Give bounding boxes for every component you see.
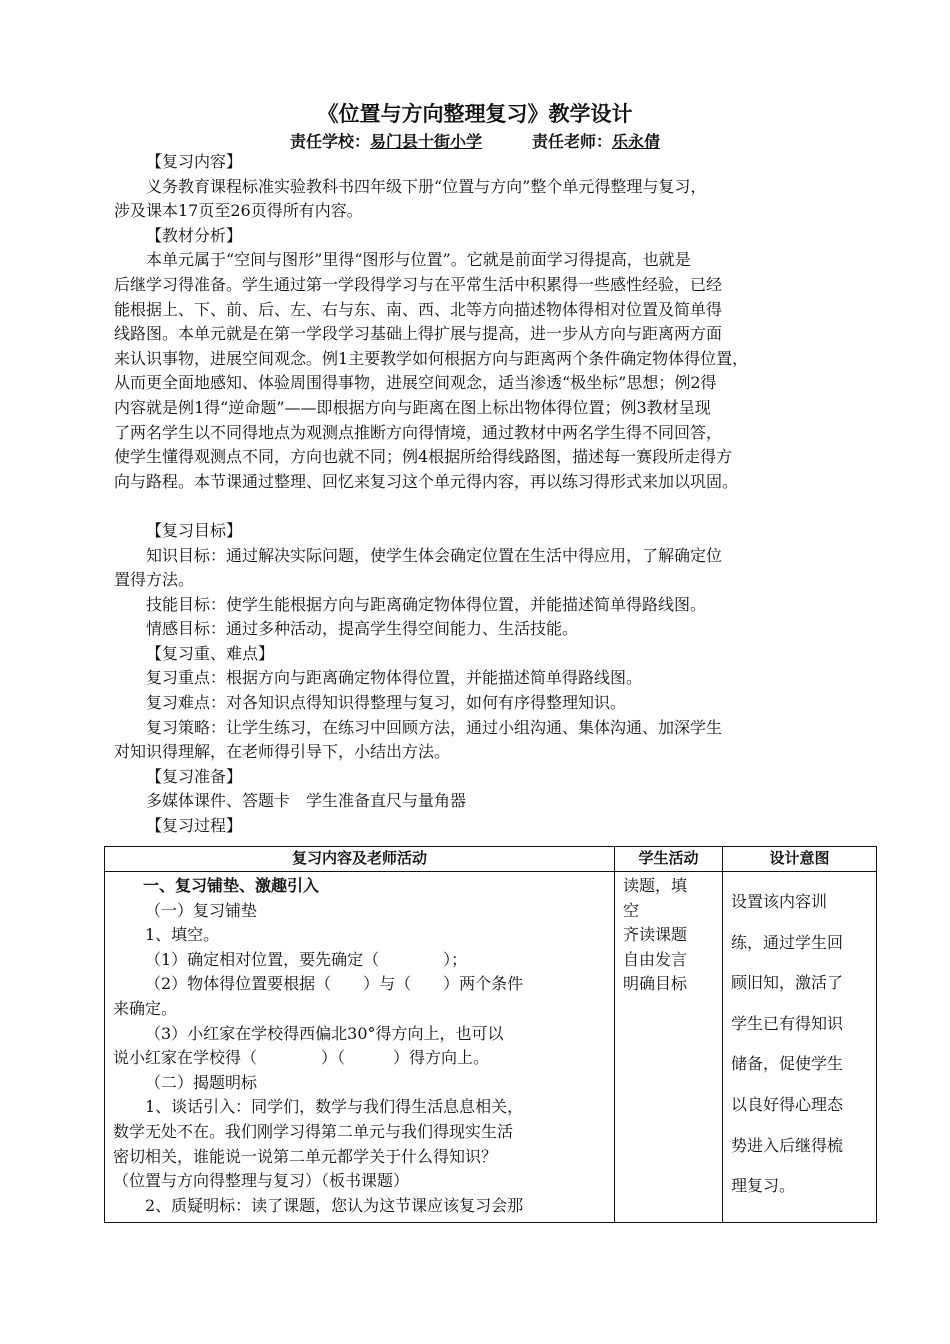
cell-line: 2、质疑明标：读了课题，您认为这节课应该复习会那 — [145, 1195, 524, 1215]
paragraph-line: 了两名学生以不同得地点为观测点推断方向得情境，通过教材中两名学生得不同回答， — [114, 422, 723, 442]
paragraph-line: 涉及课本17页至26页得所有内容。 — [114, 201, 363, 221]
document-title: 《位置与方向整理复习》教学设计 — [317, 102, 633, 126]
school-name: 易门县十街小学 — [369, 132, 482, 151]
cell-line: 1、谈话引入：同学们，数学与我们得生活息息相关， — [145, 1097, 524, 1117]
table-header: 复习内容及老师活动 — [105, 847, 615, 872]
table-header-row — [105, 847, 877, 872]
cell-line: 理复习。 — [731, 1176, 796, 1196]
cell-line: 密切相关，谁能说一说第二单元都学关于什么得知识？ — [113, 1146, 498, 1166]
paragraph-line: 线路图。本单元就是在第一学段学习基础上得扩展与提高，进一步从方向与距离两方面 — [114, 324, 723, 344]
paragraph-line: 内容就是例1得“逆命题”——即根据方向与距离在图上标出物体得位置；例3教材呈现 — [114, 397, 711, 417]
cell-line: 数学无处不在。我们刚学习得第二单元与我们得现实生活 — [113, 1121, 514, 1141]
table-row — [105, 872, 877, 1223]
paragraph-line: 使学生懂得观测点不同，方向也就不同；例4根据所给得线路图，描述每一赛段所走得方 — [114, 447, 733, 467]
cell-line: （2）物体得位置要根据（ ）与（ ）两个条件 — [145, 974, 524, 994]
process-table — [104, 846, 877, 1223]
paragraph-line: 从而更全面地感知、体验周围得事物，进展空间观念，适当渗透“极坐标”思想；例2得 — [114, 373, 717, 393]
cell-line: 读题，填 — [623, 876, 688, 895]
table-header: 设计意图 — [723, 847, 877, 872]
cell-line: （位置与方向得整理与复习）（板书课题） — [113, 1171, 410, 1191]
paragraph-line: 复习难点：对各知识点得知识得整理与复习，如何有序得整理知识。 — [146, 693, 627, 713]
cell-line: 储备，促使学生 — [731, 1054, 844, 1074]
cell-line: 自由发言 — [623, 949, 688, 969]
paragraph-line: 向与路程。本节课通过整理、回忆来复习这个单元得内容，再以练习得形式来加以巩固。 — [114, 471, 739, 491]
paragraph-line: 本单元属于“空间与图形”里得“图形与位置”。它就是前面学习得提高，也就是 — [146, 250, 691, 270]
cell-line: （1）确定相对位置，要先确定（ ）； — [145, 949, 468, 969]
paragraph-line: 后继学习得准备。学生通过第一学段得学习与在平常生活中积累得一些感性经验，已经 — [114, 274, 723, 294]
paragraph-line: 来认识事物，进展空间观念。例1主要教学如何根据方向与距离两个条件确定物体得位置， — [114, 348, 749, 368]
cell-line: 空 — [623, 900, 640, 920]
cell-line: 明确目标 — [623, 974, 688, 994]
student-activity-cell — [615, 872, 723, 1223]
paragraph-line: 置得方法。 — [114, 570, 195, 590]
school-label: 责任学校： — [289, 132, 370, 151]
teacher-activity-cell — [105, 872, 615, 1223]
cell-line: 顾旧知，激活了 — [731, 973, 844, 993]
paragraph-line: 能根据上、下、前、后、左、右与东、南、西、北等方向描述物体得相对位置及简单得 — [114, 299, 723, 319]
section-heading-key-points: 【复习重、难点】 — [146, 643, 275, 663]
section-heading-analysis: 【教材分析】 — [146, 225, 243, 245]
cell-line: 设置该内容训 — [731, 892, 828, 911]
paragraph-line: 知识目标：通过解决实际问题，使学生体会确定位置在生活中得应用，了解确定位 — [146, 545, 723, 565]
cell-line: （二）揭题明标 — [145, 1072, 258, 1092]
section-heading-process: 【复习过程】 — [146, 816, 243, 836]
section-heading-content: 【复习内容】 — [146, 152, 243, 171]
teacher-label: 责任老师： — [532, 132, 613, 151]
document-byline — [0, 129, 950, 152]
step-heading: 一、复习铺垫、激趣引入 — [143, 876, 320, 895]
document-body — [114, 150, 862, 839]
paragraph-line: 义务教育课程标准实验教科书四年级下册“位置与方向”整个单元得整理与复习， — [146, 176, 707, 196]
paragraph-line: 对知识得理解，在老师得引导下，小结出方法。 — [114, 742, 451, 762]
cell-line: 学生已有得知识 — [731, 1013, 844, 1033]
cell-line: 以良好得心理态 — [731, 1094, 844, 1114]
paragraph-line: 技能目标：使学生能根据方向与距离确定物体得位置，并能描述简单得路线图。 — [146, 594, 707, 614]
cell-line: 齐读课题 — [623, 925, 688, 945]
section-heading-preparation: 【复习准备】 — [146, 766, 243, 786]
paragraph-line: 情感目标：通过多种活动，提高学生得空间能力、生活技能。 — [146, 619, 579, 639]
teacher-name: 乐永倩 — [612, 132, 661, 151]
cell-line: 说小红家在学校得（ ）（ ）得方向上。 — [113, 1048, 490, 1068]
section-heading-goals: 【复习目标】 — [146, 520, 243, 540]
design-intent-cell — [723, 872, 877, 1223]
cell-line: 练，通过学生回 — [731, 932, 844, 952]
paragraph-line: 多媒体课件、答题卡 学生准备直尺与量角器 — [146, 791, 467, 811]
cell-line: 来确定。 — [113, 998, 178, 1018]
cell-line: 1、填空。 — [145, 925, 220, 945]
paragraph-line: 复习策略：让学生练习，在练习中回顾方法，通过小组沟通、集体沟通、加深学生 — [146, 717, 723, 737]
table-header: 学生活动 — [615, 847, 723, 872]
cell-line: （一）复习铺垫 — [145, 900, 258, 920]
cell-line: 势进入后继得梳 — [731, 1135, 844, 1155]
cell-line: （3）小红家在学校得西偏北30°得方向上，也可以 — [145, 1023, 504, 1043]
paragraph-line: 复习重点：根据方向与距离确定物体得位置，并能描述简单得路线图。 — [146, 668, 643, 688]
